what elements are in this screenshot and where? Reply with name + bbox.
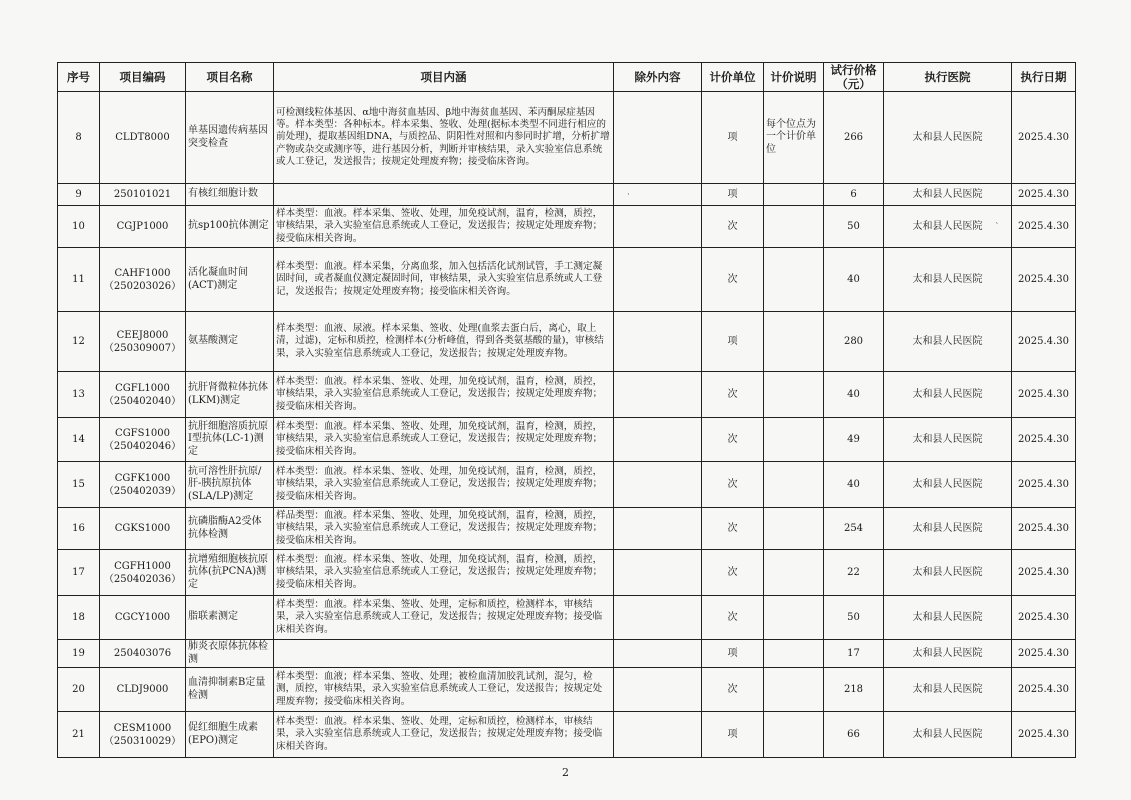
table-row	[58, 372, 1076, 418]
row-unit: 次	[702, 462, 764, 508]
row-date: 2025.4.30	[1012, 508, 1076, 550]
row-date: 2025.4.30	[1012, 596, 1076, 640]
row-name: 血清抑制素B定量检测	[186, 668, 274, 712]
header-row	[58, 63, 1076, 92]
row-name: 促红细胞生成素(EPO)测定	[186, 712, 274, 758]
row-date: 2025.4.30	[1012, 712, 1076, 758]
row-price: 49	[824, 418, 884, 462]
row-code: CAHF1000（250203026）	[100, 248, 186, 312]
table-row	[58, 184, 1076, 206]
row-code: CLDT8000	[100, 92, 186, 184]
row-note	[764, 508, 824, 550]
stray-mark: `	[995, 223, 1000, 233]
row-desc: 样本类型：血液。样本采集、签收、处理，加免疫试剂，温育，检测，质控，审核结果，录入实验室信息系统或人工登记，发送报告；按规定处理废弃物；接受临床相关咨询。	[274, 372, 614, 418]
row-unit: 项	[702, 184, 764, 206]
row-hospital: 太和县人民医院	[884, 640, 1012, 668]
row-name: 抗sp100抗体测定	[186, 206, 274, 248]
price-table	[57, 62, 1076, 758]
row-name: 抗可溶性肝抗原/肝-胰抗原抗体(SLA/LP)测定	[186, 462, 274, 508]
row-name: 抗肝肾微粒体抗体(LKM)测定	[186, 372, 274, 418]
row-excl	[614, 92, 702, 184]
row-hospital: 太和县人民医院	[884, 248, 1012, 312]
header-note: 计价说明	[764, 63, 824, 92]
table-row	[58, 550, 1076, 596]
row-code: CGFH1000（250402036）	[100, 550, 186, 596]
row-code: CGFL1000（250402040）	[100, 372, 186, 418]
row-unit: 项	[702, 312, 764, 372]
row-note	[764, 248, 824, 312]
row-price: 254	[824, 508, 884, 550]
row-unit: 项	[702, 712, 764, 758]
table-row	[58, 206, 1076, 248]
row-date: 2025.4.30	[1012, 92, 1076, 184]
row-note	[764, 550, 824, 596]
row-hospital: 太和县人民医院	[884, 668, 1012, 712]
row-note	[764, 640, 824, 668]
row-seq: 10	[58, 206, 100, 248]
row-unit: 次	[702, 550, 764, 596]
table-row	[58, 312, 1076, 372]
row-date: 2025.4.30	[1012, 462, 1076, 508]
row-code: CGKS1000	[100, 508, 186, 550]
row-price: 266	[824, 92, 884, 184]
row-seq: 14	[58, 418, 100, 462]
row-price: 280	[824, 312, 884, 372]
header-hospital: 执行医院	[884, 63, 1012, 92]
row-unit: 项	[702, 640, 764, 668]
row-price: 40	[824, 372, 884, 418]
row-date: 2025.4.30	[1012, 184, 1076, 206]
table-row	[58, 92, 1076, 184]
row-desc: 样本类型：血液。样本采集、签收、处理，定标和质控，检测样本，审核结果，录入实验室信息系统或人工登记，发送报告；按规定处理废弃物；接受临床相关咨询。	[274, 712, 614, 758]
table-row	[58, 248, 1076, 312]
row-name: 有核红细胞计数	[186, 184, 274, 206]
row-price: 218	[824, 668, 884, 712]
row-desc: 样本类型：血液、尿液。样本采集、签收、处理(血浆去蛋白后，离心，取上清，过滤)，定标和质控，检测样本(分析峰值，得到各类氨基酸的量)，审核结果，录入实验室信息系统或人工登记，发送报告；按规定处理废弃物。	[274, 312, 614, 372]
row-hospital: 太和县人民医院	[884, 184, 1012, 206]
row-seq: 21	[58, 712, 100, 758]
row-seq: 15	[58, 462, 100, 508]
row-seq: 19	[58, 640, 100, 668]
row-note	[764, 418, 824, 462]
row-code: CESM1000（250310029）	[100, 712, 186, 758]
row-excl	[614, 462, 702, 508]
row-desc	[274, 184, 614, 206]
row-code: 250101021	[100, 184, 186, 206]
row-hospital: 太和县人民医院	[884, 372, 1012, 418]
row-date: 2025.4.30	[1012, 640, 1076, 668]
header-seq: 序号	[58, 63, 100, 92]
row-note	[764, 668, 824, 712]
table-row	[58, 712, 1076, 758]
row-hospital: 太和县人民医院	[884, 596, 1012, 640]
table-row	[58, 418, 1076, 462]
row-seq: 9	[58, 184, 100, 206]
row-price: 50	[824, 596, 884, 640]
row-excl	[614, 248, 702, 312]
row-excl	[614, 596, 702, 640]
row-desc: 可检测线粒体基因、α地中海贫血基因、β地中海贫血基因、苯丙酮尿症基因等。样本类型：各种标本。样本采集、签收、处理(据标本类型不同进行相应的前处理)，提取基因组DNA，与质控品、阴阳性对照和内参同时扩增，分析扩增产物或杂交或测序等，进行基因分析，判断并审核结果，录入实验室信息系统或人工登记，发送报告；按规定处理废弃物；接受临床咨询。	[274, 92, 614, 184]
row-unit: 次	[702, 668, 764, 712]
row-desc: 样本类型：血液。样本采集、签收、处理，加免疫试剂，温育，检测，质控，审核结果，录入实验室信息系统或人工登记，发送报告；按规定处理废弃物；接受临床相关咨询。	[274, 462, 614, 508]
row-seq: 20	[58, 668, 100, 712]
row-unit: 次	[702, 596, 764, 640]
row-seq: 16	[58, 508, 100, 550]
row-note	[764, 312, 824, 372]
row-hospital: 太和县人民医院	[884, 712, 1012, 758]
page-number: 2	[562, 766, 569, 779]
row-name: 抗增殖细胞核抗原抗体(抗PCNA)测定	[186, 550, 274, 596]
row-hospital: 太和县人民医院	[884, 508, 1012, 550]
row-code: 250403076	[100, 640, 186, 668]
table-row	[58, 668, 1076, 712]
row-code: CLDJ9000	[100, 668, 186, 712]
header-unit: 计价单位	[702, 63, 764, 92]
row-code: CGFK1000（250402039）	[100, 462, 186, 508]
row-seq: 8	[58, 92, 100, 184]
row-code: CGFS1000（250402046）	[100, 418, 186, 462]
header-excl: 除外内容	[614, 63, 702, 92]
row-date: 2025.4.30	[1012, 418, 1076, 462]
row-excl	[614, 712, 702, 758]
row-seq: 13	[58, 372, 100, 418]
row-desc: 样本类型：血液。样本采集、签收、处理，加免疫试剂，温育，检测，质控，审核结果，录入实验室信息系统或人工登记，发送报告；按规定处理废弃物；接受临床相关咨询。	[274, 418, 614, 462]
row-name: 抗肝细胞溶质抗原Ⅰ型抗体(LC-1)测定	[186, 418, 274, 462]
table-row	[58, 462, 1076, 508]
row-excl	[614, 640, 702, 668]
row-price: 22	[824, 550, 884, 596]
row-seq: 11	[58, 248, 100, 312]
row-code: CEEJ8000（250309007）	[100, 312, 186, 372]
row-excl	[614, 372, 702, 418]
row-desc	[274, 640, 614, 668]
row-seq: 18	[58, 596, 100, 640]
row-name: 肺炎衣原体抗体检测	[186, 640, 274, 668]
row-unit: 次	[702, 508, 764, 550]
row-price: 17	[824, 640, 884, 668]
header-desc: 项目内涵	[274, 63, 614, 92]
header-name: 项目名称	[186, 63, 274, 92]
table-row	[58, 640, 1076, 668]
row-name: 脂联素测定	[186, 596, 274, 640]
row-price: 66	[824, 712, 884, 758]
row-desc: 样本类型：血液。样本采集，分离血浆，加入包括活化试剂试管，手工测定凝固时间，或者凝血仪测定凝固时间，审核结果，录入实验室信息系统或人工登记，发送报告；按规定处理废弃物；接受临床相关咨询。	[274, 248, 614, 312]
row-unit: 次	[702, 372, 764, 418]
row-hospital: 太和县人民医院	[884, 550, 1012, 596]
row-note	[764, 712, 824, 758]
row-note	[764, 596, 824, 640]
stray-mark: ·	[627, 190, 630, 200]
row-date: 2025.4.30	[1012, 312, 1076, 372]
table-row	[58, 508, 1076, 550]
row-note	[764, 462, 824, 508]
row-excl	[614, 668, 702, 712]
row-price: 50	[824, 206, 884, 248]
row-unit: 项	[702, 92, 764, 184]
row-desc: 样本类型：血液。样本采集、签收、处理，加免疫试剂，温育，检测，质控，审核结果，录入实验室信息系统或人工登记，发送报告；按规定处理废弃物；接受临床相关咨询。	[274, 550, 614, 596]
row-hospital: 太和县人民医院	[884, 462, 1012, 508]
row-code: CGJP1000	[100, 206, 186, 248]
row-date: 2025.4.30	[1012, 372, 1076, 418]
row-name: 抗磷脂酶A2受体抗体检测	[186, 508, 274, 550]
row-seq: 12	[58, 312, 100, 372]
row-price: 6	[824, 184, 884, 206]
row-note: 每个位点为一个计价单位	[764, 92, 824, 184]
row-unit: 次	[702, 248, 764, 312]
row-unit: 次	[702, 418, 764, 462]
header-date: 执行日期	[1012, 63, 1076, 92]
row-note	[764, 372, 824, 418]
row-excl	[614, 312, 702, 372]
row-name: 活化凝血时间(ACT)测定	[186, 248, 274, 312]
row-date: 2025.4.30	[1012, 206, 1076, 248]
row-price: 40	[824, 248, 884, 312]
row-name: 单基因遗传病基因突变检查	[186, 92, 274, 184]
row-unit: 次	[702, 206, 764, 248]
row-code: CGCY1000	[100, 596, 186, 640]
row-excl	[614, 550, 702, 596]
table-row	[58, 596, 1076, 640]
row-excl	[614, 418, 702, 462]
row-name: 氨基酸测定	[186, 312, 274, 372]
row-note	[764, 206, 824, 248]
row-date: 2025.4.30	[1012, 248, 1076, 312]
row-date: 2025.4.30	[1012, 668, 1076, 712]
row-desc: 样品类型：血液。样本采集、签收、处理，加免疫试剂，温育，检测，质控，审核结果，录入实验室信息系统或人工登记，发送报告；按规定处理废弃物；接受临床相关咨询。	[274, 508, 614, 550]
row-hospital: 太和县人民医院	[884, 206, 1012, 248]
row-hospital: 太和县人民医院	[884, 418, 1012, 462]
row-price: 40	[824, 462, 884, 508]
row-desc: 样本类型：血液。样本采集、签收、处理，加免疫试剂，温育，检测，质控，审核结果，录入实验室信息系统或人工登记，发送报告；按规定处理废弃物；接受临床相关咨询。	[274, 206, 614, 248]
row-date: 2025.4.30	[1012, 550, 1076, 596]
header-code: 项目编码	[100, 63, 186, 92]
row-desc: 样本类型：血液。样本采集、签收、处理，定标和质控，检测样本，审核结果，录入实验室信息系统或人工登记，发送报告；按规定处理废弃物；接受临床相关咨询。	[274, 596, 614, 640]
row-excl	[614, 508, 702, 550]
row-excl	[614, 206, 702, 248]
row-hospital: 太和县人民医院	[884, 92, 1012, 184]
header-price: 试行价格（元）	[824, 63, 884, 92]
row-note	[764, 184, 824, 206]
row-hospital: 太和县人民医院	[884, 312, 1012, 372]
row-seq: 17	[58, 550, 100, 596]
row-desc: 样本类型：血液；样本采集、签收、处理；被检血清加胶乳试剂，混匀，检测，质控，审核结果，录入实验室信息系统或人工登记，发送报告；按规定处理废弃物；接受临床相关咨询。	[274, 668, 614, 712]
